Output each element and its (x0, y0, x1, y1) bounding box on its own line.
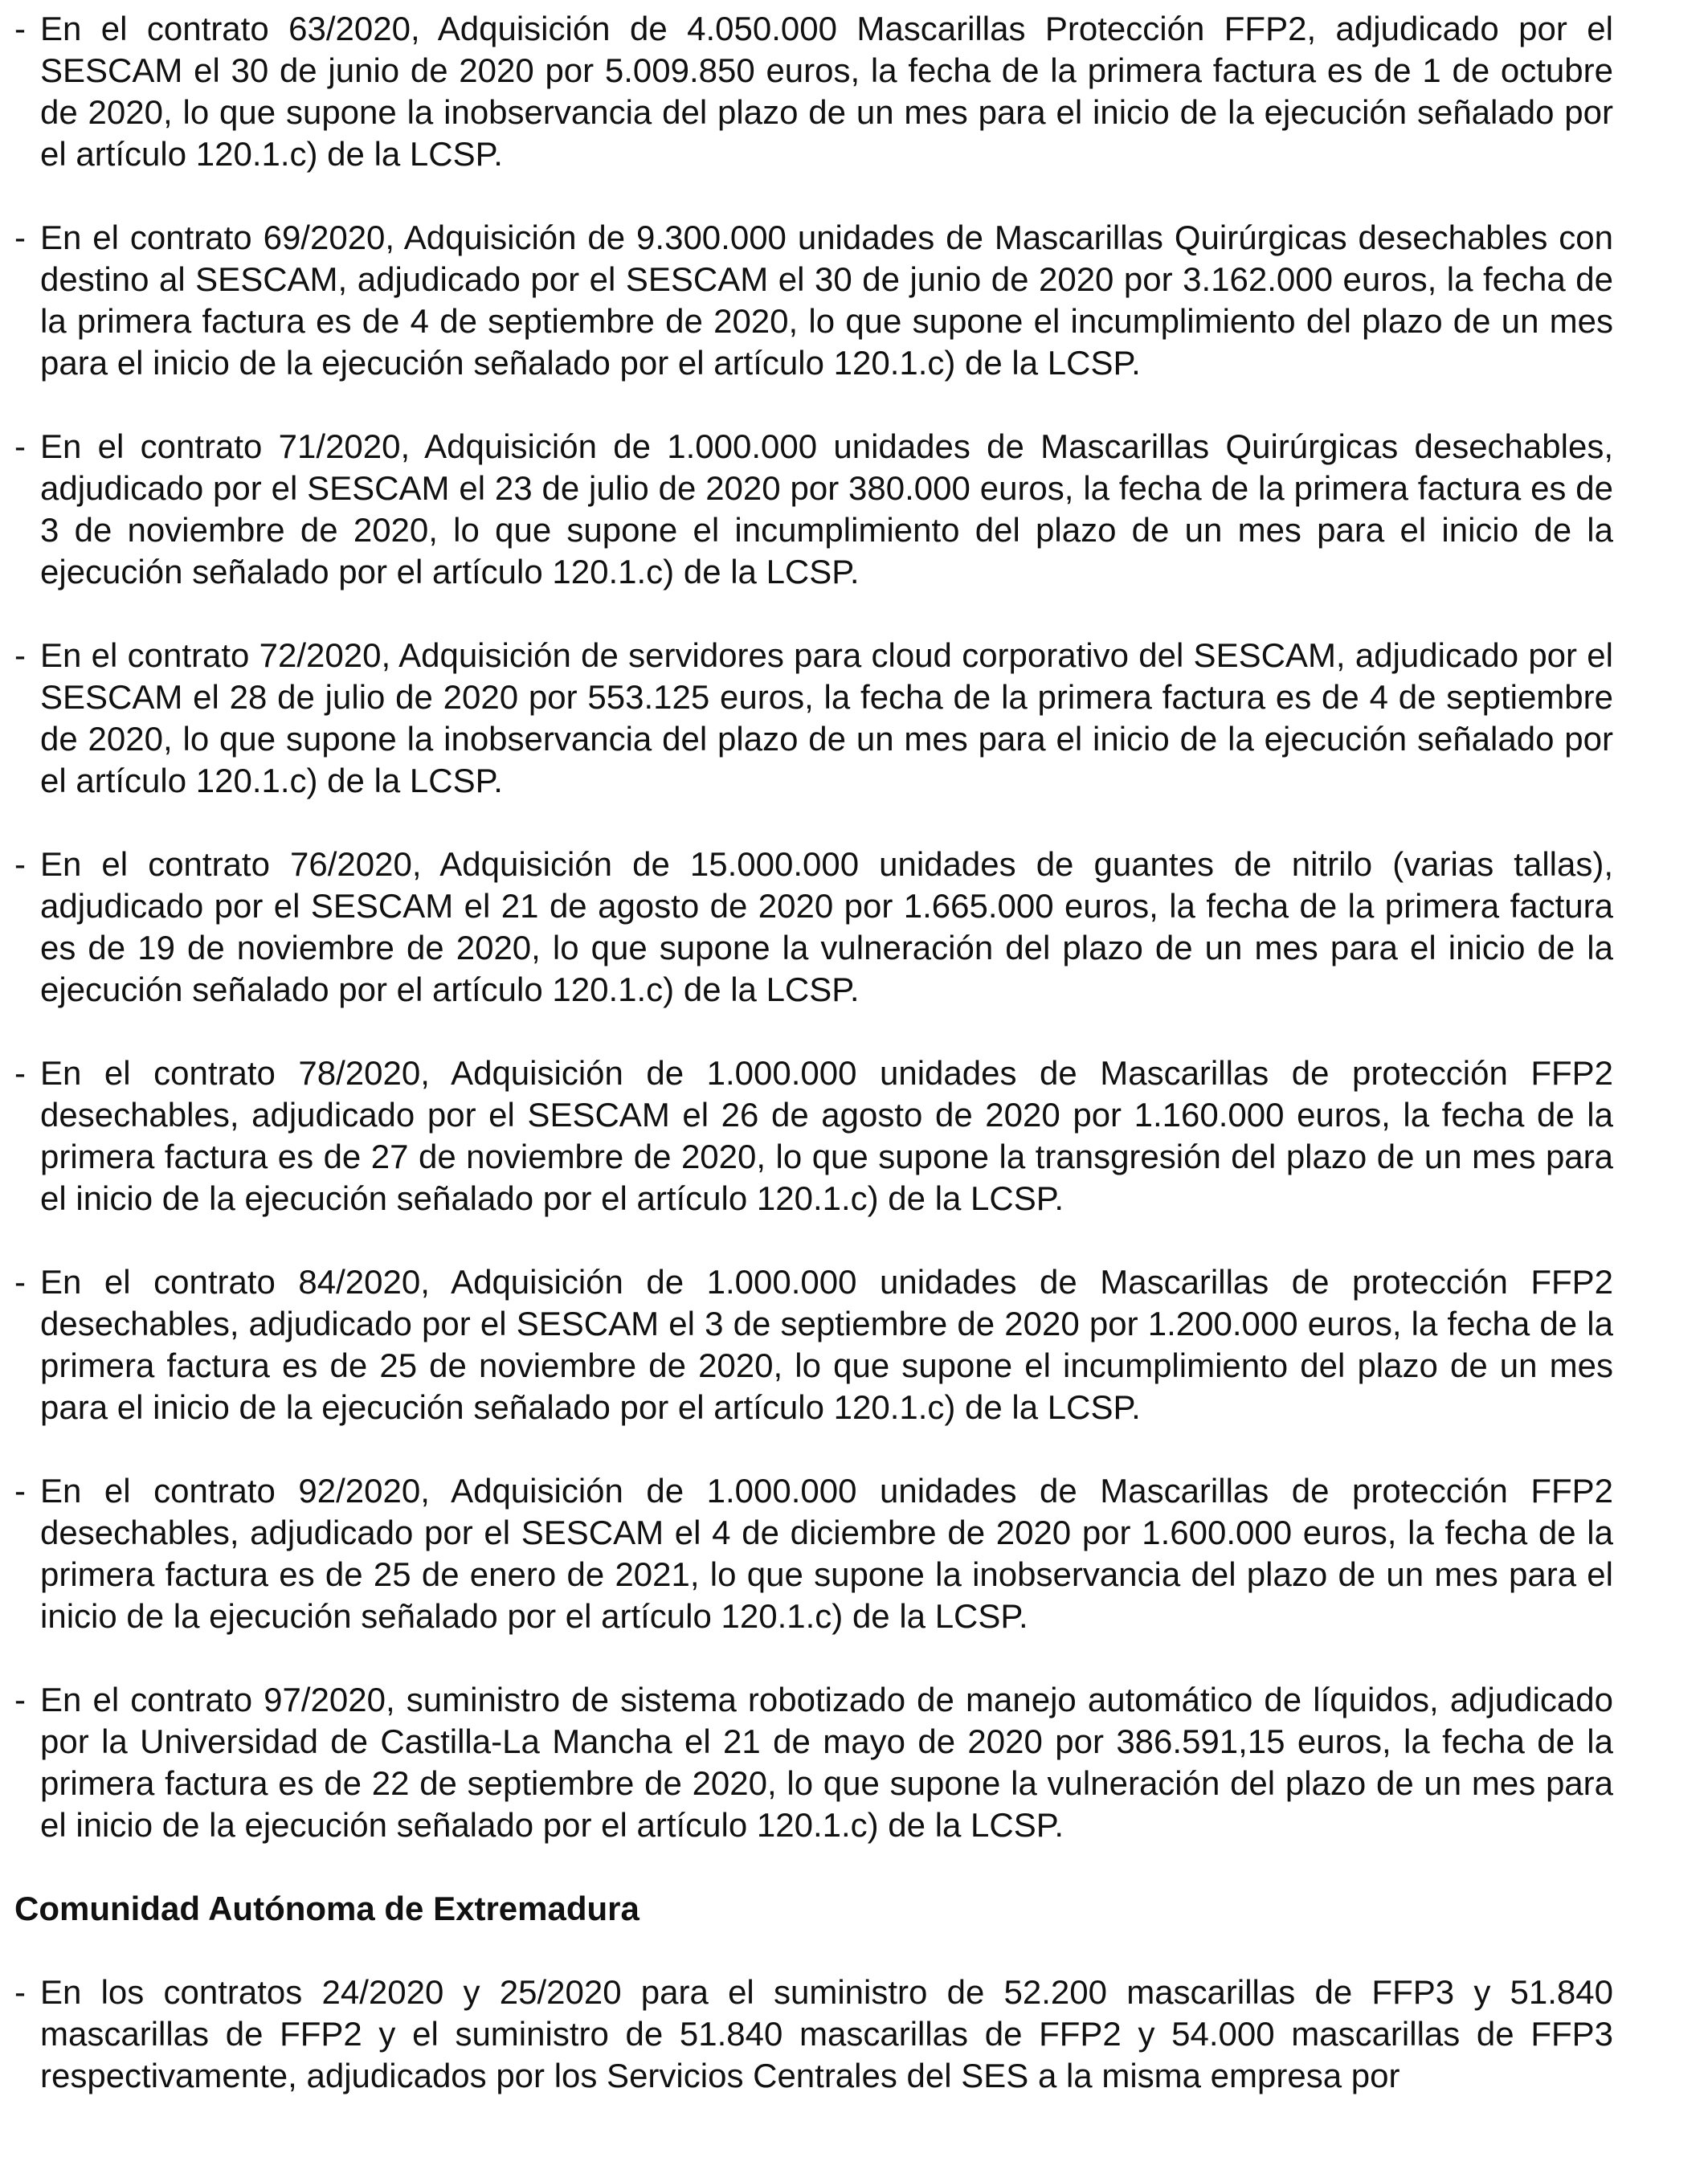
list-item-contract-76 (14, 844, 1613, 1011)
section-heading: Comunidad Autónoma de Extremadura (14, 1890, 639, 1927)
list-item-contract-69 (14, 217, 1613, 384)
list-item-contract-97 (14, 1679, 1613, 1846)
list-bullet: - (14, 1681, 26, 1718)
list-bullet: - (14, 1472, 26, 1510)
paragraph-text: En el contrato 69/2020, Adquisición de 9.300.000 unidades de Mascarillas Quirúrgicas desechables con destino al SESCAM, adjudicado por el SESCAM el 30 de junio de 2020 por 3.162.000 euros, la fecha de la primera factura es de 4 de septiembre de 2020, lo que supone el incumplimiento del plazo de un mes para el inicio de la ejecución señalado por el artículo 120.1.c) de la LCSP. (40, 219, 1613, 382)
list-item-contracts-24-25 (14, 1972, 1613, 2097)
list-bullet: - (14, 10, 26, 47)
paragraph-text: En el contrato 76/2020, Adquisición de 15.000.000 unidades de guantes de nitrilo (varias tallas), adjudicado por el SESCAM el 21 de agosto de 2020 por 1.665.000 euros, la fecha de la primera factura es de 19 de noviembre de 2020, lo que supone la vulneración del plazo de un mes para el inicio de la ejecución señalado por el artículo 120.1.c) de la LCSP. (40, 845, 1613, 1008)
paragraph-text: En el contrato 92/2020, Adquisición de 1.000.000 unidades de Mascarillas de protección FFP2 desechables, adjudicado por el SESCAM el 4 de diciembre de 2020 por 1.600.000 euros, la fecha de la primera factura es de 25 de enero de 2021, lo que supone la inobservancia del plazo de un mes para el inicio de la ejecución señalado por el artículo 120.1.c) de la LCSP. (40, 1472, 1613, 1635)
list-item-contract-72 (14, 635, 1613, 802)
list-bullet: - (14, 636, 26, 674)
paragraph-text: En el contrato 72/2020, Adquisición de servidores para cloud corporativo del SESCAM, adjudicado por el SESCAM el 28 de julio de 2020 por 553.125 euros, la fecha de la primera factura es de 4 de septiembre de 2020, lo que supone la inobservancia del plazo de un mes para el inicio de la ejecución señalado por el artículo 120.1.c) de la LCSP. (40, 636, 1613, 799)
paragraph-text: En el contrato 63/2020, Adquisición de 4.050.000 Mascarillas Protección FFP2, adjudicado por el SESCAM el 30 de junio de 2020 por 5.009.850 euros, la fecha de la primera factura es de 1 de octubre de 2020, lo que supone la inobservancia del plazo de un mes para el inicio de la ejecución señalado por el artículo 120.1.c) de la LCSP. (40, 10, 1613, 173)
list-bullet: - (14, 1973, 26, 2011)
list-item-contract-84 (14, 1261, 1613, 1428)
list-item-contract-71 (14, 426, 1613, 593)
list-bullet: - (14, 219, 26, 256)
paragraph-text: En el contrato 71/2020, Adquisición de 1.000.000 unidades de Mascarillas Quirúrgicas desechables, adjudicado por el SESCAM el 23 de julio de 2020 por 380.000 euros, la fecha de la primera factura es de 3 de noviembre de 2020, lo que supone el incumplimiento del plazo de un mes para el inicio de la ejecución señalado por el artículo 120.1.c) de la LCSP. (40, 427, 1613, 590)
list-item-contract-63 (14, 8, 1613, 175)
list-bullet: - (14, 1263, 26, 1301)
list-item-contract-78 (14, 1052, 1613, 1220)
paragraph-text: En el contrato 84/2020, Adquisición de 1.000.000 unidades de Mascarillas de protección FFP2 desechables, adjudicado por el SESCAM el 3 de septiembre de 2020 por 1.200.000 euros, la fecha de la primera factura es de 25 de noviembre de 2020, lo que supone el incumplimiento del plazo de un mes para el inicio de la ejecución señalado por el artículo 120.1.c) de la LCSP. (40, 1263, 1613, 1426)
paragraph-text: En el contrato 97/2020, suministro de sistema robotizado de manejo automático de líquidos, adjudicado por la Universidad de Castilla-La Mancha el 21 de mayo de 2020 por 386.591,15 euros, la fecha de la primera factura es de 22 de septiembre de 2020, lo que supone la vulneración del plazo de un mes para el inicio de la ejecución señalado por el artículo 120.1.c) de la LCSP. (40, 1681, 1613, 1844)
list-item-contract-92 (14, 1470, 1613, 1637)
document-page (14, 8, 1613, 2139)
paragraph-text: En el contrato 78/2020, Adquisición de 1.000.000 unidades de Mascarillas de protección FFP2 desechables, adjudicado por el SESCAM el 26 de agosto de 2020 por 1.160.000 euros, la fecha de la primera factura es de 27 de noviembre de 2020, lo que supone la transgresión del plazo de un mes para el inicio de la ejecución señalado por el artículo 120.1.c) de la LCSP. (40, 1054, 1613, 1217)
paragraph-text: En los contratos 24/2020 y 25/2020 para el suministro de 52.200 mascarillas de FFP3 y 51.840 mascarillas de FFP2 y el suministro de 51.840 mascarillas de FFP2 y 54.000 mascarillas de FFP3 respectivamente, adjudicados por los Servicios Centrales del SES a la misma empresa por (40, 1973, 1613, 2094)
list-bullet: - (14, 845, 26, 883)
list-bullet: - (14, 427, 26, 465)
list-bullet: - (14, 1054, 26, 1092)
